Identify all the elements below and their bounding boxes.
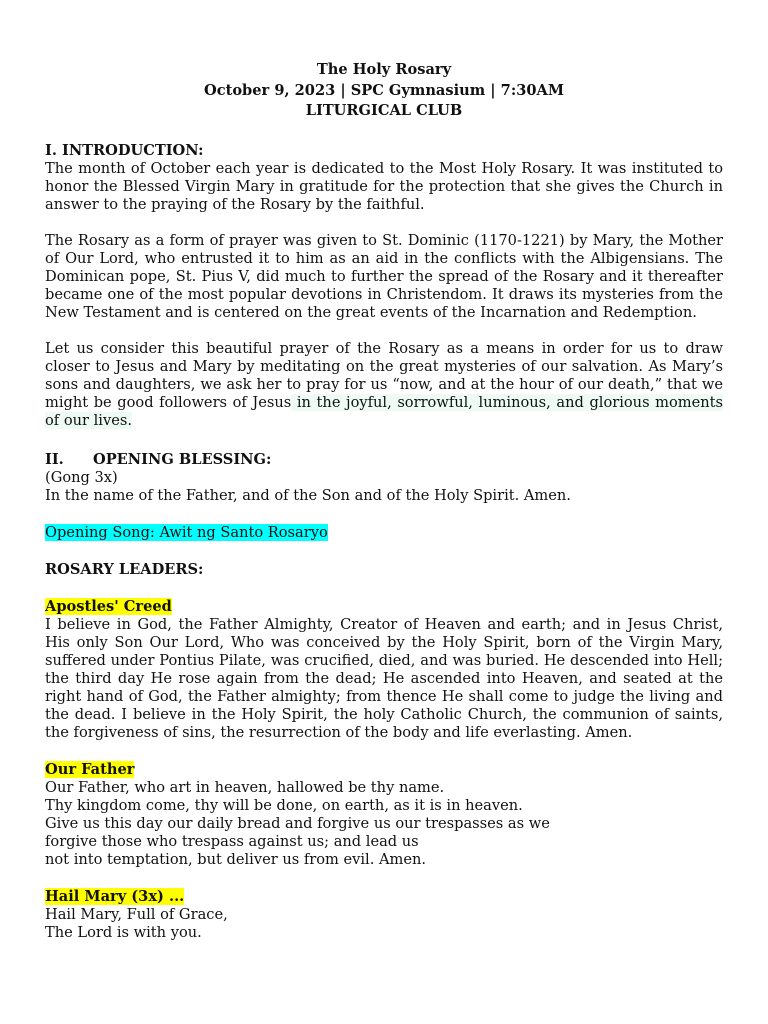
our-father-line-2: Thy kingdom come, thy will be done, on earth, as it is in heaven. — [45, 796, 523, 814]
rosary-leaders-heading: ROSARY LEADERS: — [45, 560, 204, 578]
opening-blessing-text: In the name of the Father, and of the Son and of the Holy Spirit. Amen. — [45, 486, 571, 504]
hail-mary-line-2: The Lord is with you. — [45, 923, 202, 941]
hail-mary-line-1: Hail Mary, Full of Grace, — [45, 905, 228, 923]
introduction-paragraph-3 — [45, 340, 723, 430]
apostles-creed-heading: Apostles' Creed — [45, 597, 172, 615]
document-title: The Holy Rosary — [316, 61, 452, 78]
introduction-paragraph-2: The Rosary as a form of prayer was given to St. Dominic (1170-1221) by Mary, the Mother of Our Lord, who entrusted it to him as an aid in the conflicts with the Albigensians. The Dominican pope, St. Pius V, did much to further the spread of the Rosary and it thereafter became one of the most popular devotions in Christendom. It draws its mysteries from the New Testament and is centered on the great events of the Incarnation and Redemption. — [45, 231, 723, 321]
document-header — [45, 60, 723, 122]
gong-instruction: (Gong 3x) — [45, 468, 118, 486]
apostles-creed-heading-line — [45, 598, 723, 616]
our-father-line-4: forgive those who trespass against us; and lead us — [45, 832, 419, 850]
hail-mary-heading-line — [45, 888, 723, 906]
hail-mary-heading: Hail Mary (3x) ... — [45, 887, 185, 905]
our-father-heading-line — [45, 761, 723, 779]
organizer-name: LITURGICAL CLUB — [305, 102, 463, 119]
introduction-heading: I. INTRODUCTION: — [45, 141, 204, 159]
our-father-line-3: Give us this day our daily bread and forgive us our trespasses as we — [45, 814, 550, 832]
event-details: October 9, 2023 | SPC Gymnasium | 7:30AM — [203, 81, 564, 99]
apostles-creed-text: I believe in God, the Father Almighty, Creator of Heaven and earth; and in Jesus Christ, His only Son Our Lord, Who was conceived by the Holy Spirit, born of the Virgin Mary, suffered under Pontius Pilate, was crucified, died, and was buried. He descended into Hell; the third day He rose again from the dead; He ascended into Heaven, and seated at the right hand of God, the Father almighty; from thence He shall come to judge the living and the dead. I believe in the Holy Spirit, the holy Catholic Church, the communion of saints, the forgiveness of sins, the resurrection of the body and life everlasting. Amen. — [45, 615, 723, 741]
opening-blessing-heading — [45, 451, 723, 469]
opening-song-line — [45, 524, 723, 542]
introduction-paragraph-1: The month of October each year is dedicated to the Most Holy Rosary. It was instituted to honor the Blessed Virgin Mary in gratitude for the protection that she gives the Church in answer to the praying of the Rosary by the faithful. — [45, 159, 723, 213]
section-number: II. — [45, 450, 64, 468]
introduction-paragraph-3-main: Let us consider this beautiful prayer of the Rosary as a means in order for us to draw closer to Jesus and Mary by meditating on the great mysteries of our salvation. As Mary’s sons and daughters, we ask her to pray for us “now, and at the hour of our death,” that we might be good followers of Jesus — [45, 339, 723, 411]
our-father-line-5: not into temptation, but deliver us from evil. Amen. — [45, 850, 427, 868]
our-father-line-1: Our Father, who art in heaven, hallowed be thy name. — [45, 778, 445, 796]
opening-blessing-title: OPENING BLESSING: — [93, 450, 272, 468]
our-father-heading: Our Father — [45, 760, 135, 778]
opening-song: Opening Song: Awit ng Santo Rosaryo — [45, 523, 328, 541]
introduction-paragraph-3-highlight: in the joyful, sorrowful, luminous, and glorious moments of our lives. — [45, 393, 724, 429]
